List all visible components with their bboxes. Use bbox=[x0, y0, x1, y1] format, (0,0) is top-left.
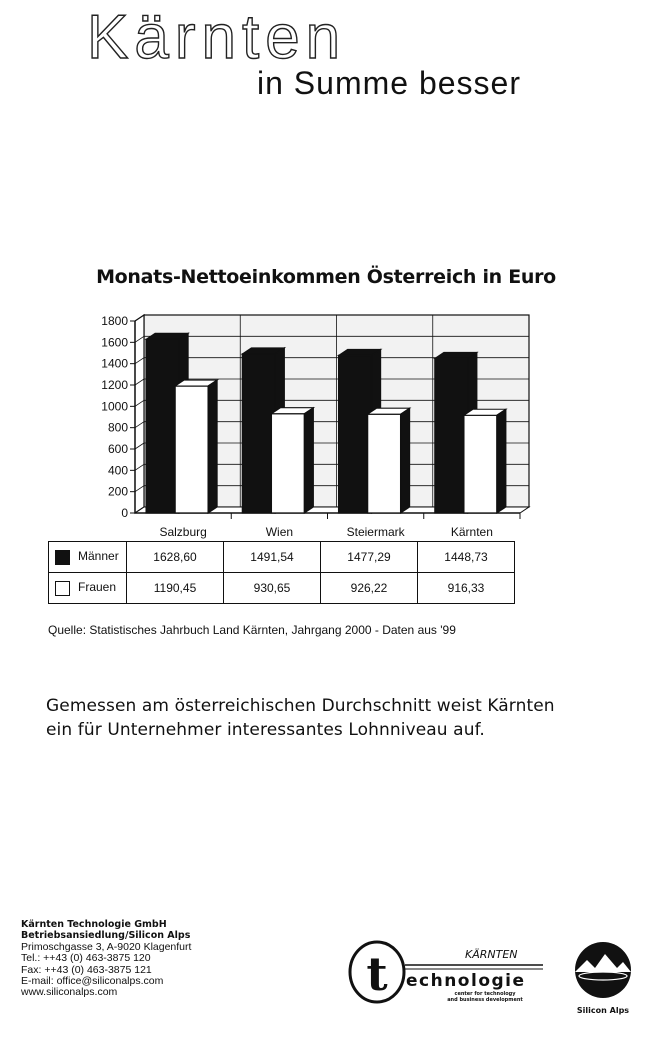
table-row bbox=[49, 542, 515, 573]
tech-logo-sub1: center for technology bbox=[454, 991, 516, 997]
y-tick-label: 600 bbox=[107, 442, 128, 456]
tech-logo-sub2: and business development bbox=[447, 997, 523, 1003]
technologie-logo bbox=[345, 938, 550, 1010]
table-cell: 1628,60 bbox=[127, 542, 224, 573]
bar-maenner bbox=[242, 354, 275, 513]
bar-frauen-side bbox=[208, 380, 217, 513]
x-tick-label: Steiermark bbox=[346, 525, 405, 539]
table-row bbox=[49, 573, 515, 604]
bar-frauen bbox=[175, 386, 208, 513]
bar-maenner bbox=[435, 358, 468, 513]
source-note: Quelle: Statistisches Jahrbuch Land Kärnten, Jahrgang 2000 - Daten aus '99 bbox=[48, 623, 456, 637]
bar-maenner bbox=[339, 355, 372, 513]
table-cell: 930,65 bbox=[224, 573, 321, 604]
chart-title: Monats-Nettoeinkommen Österreich in Euro bbox=[96, 266, 556, 288]
table-cell: 916,33 bbox=[418, 573, 515, 604]
y-tick-label: 400 bbox=[107, 463, 128, 478]
legend-label: Männer bbox=[78, 549, 119, 564]
body-line: Gemessen am österreichischen Durchschnitt weist Kärnten bbox=[46, 696, 555, 716]
y-tick-label: 1000 bbox=[101, 399, 128, 414]
table-cell: 926,22 bbox=[321, 573, 418, 604]
table-cell: 1190,45 bbox=[127, 573, 224, 604]
y-tick-label: 1800 bbox=[101, 314, 128, 328]
bar-frauen bbox=[271, 414, 304, 513]
footer-contact bbox=[21, 919, 191, 999]
bar-frauen-side bbox=[304, 408, 313, 513]
data-table bbox=[48, 541, 515, 604]
legend-swatch-maenner bbox=[55, 550, 70, 565]
company-name: Kärnten Technologie GmbH bbox=[21, 919, 167, 930]
table-cell: 1477,29 bbox=[321, 542, 418, 573]
x-tick-label: Salzburg bbox=[159, 525, 207, 539]
legend-label: Frauen bbox=[78, 580, 117, 595]
y-tick-label: 200 bbox=[107, 484, 128, 499]
brand-tagline: in Summe besser bbox=[257, 65, 521, 101]
fax: Fax: ++43 (0) 463-3875 121 bbox=[21, 963, 152, 976]
bar-frauen bbox=[464, 415, 497, 513]
bar-frauen-side bbox=[497, 409, 506, 513]
body-paragraph bbox=[46, 694, 606, 742]
x-tick-label: Kärnten bbox=[450, 525, 493, 539]
bar-chart bbox=[0, 300, 652, 540]
address: Primoschgasse 3, A-9020 Klagenfurt bbox=[21, 940, 192, 953]
y-tick-label: 1600 bbox=[101, 335, 128, 350]
bar-frauen-side bbox=[401, 408, 410, 513]
tech-logo-word: echnologie bbox=[406, 971, 526, 991]
email: E-mail: office@siliconalps.com bbox=[21, 975, 164, 988]
website: www.siliconalps.com bbox=[21, 986, 118, 999]
y-tick-label: 800 bbox=[107, 420, 128, 435]
y-tick-label: 1200 bbox=[101, 378, 128, 392]
y-tick-label: 1400 bbox=[101, 356, 128, 371]
legend-swatch-frauen bbox=[55, 581, 70, 596]
bar-maenner bbox=[146, 339, 179, 513]
brand-word-text: Kärnten bbox=[87, 3, 347, 72]
body-line: ein für Unternehmer interessantes Lohnniveau auf. bbox=[46, 720, 485, 740]
silicon-alps-text: Silicon Alps bbox=[576, 1006, 630, 1015]
silicon-alps-logo bbox=[565, 938, 643, 1018]
bar-frauen bbox=[368, 414, 401, 513]
division-name: Betriebsansiedlung/Silicon Alps bbox=[21, 930, 191, 942]
legend-cell-frauen bbox=[49, 573, 127, 604]
svg-text:t: t bbox=[366, 947, 388, 1001]
phone: Tel.: ++43 (0) 463-3875 120 bbox=[21, 952, 151, 965]
table-cell: 1491,54 bbox=[224, 542, 321, 573]
tech-logo-top: KÄRNTEN bbox=[465, 948, 518, 961]
x-tick-label: Wien bbox=[265, 525, 294, 539]
y-tick-label: 0 bbox=[121, 506, 128, 520]
chart-side-wall bbox=[135, 315, 144, 513]
legend-cell-maenner bbox=[49, 542, 127, 573]
table-cell: 1448,73 bbox=[418, 542, 515, 573]
